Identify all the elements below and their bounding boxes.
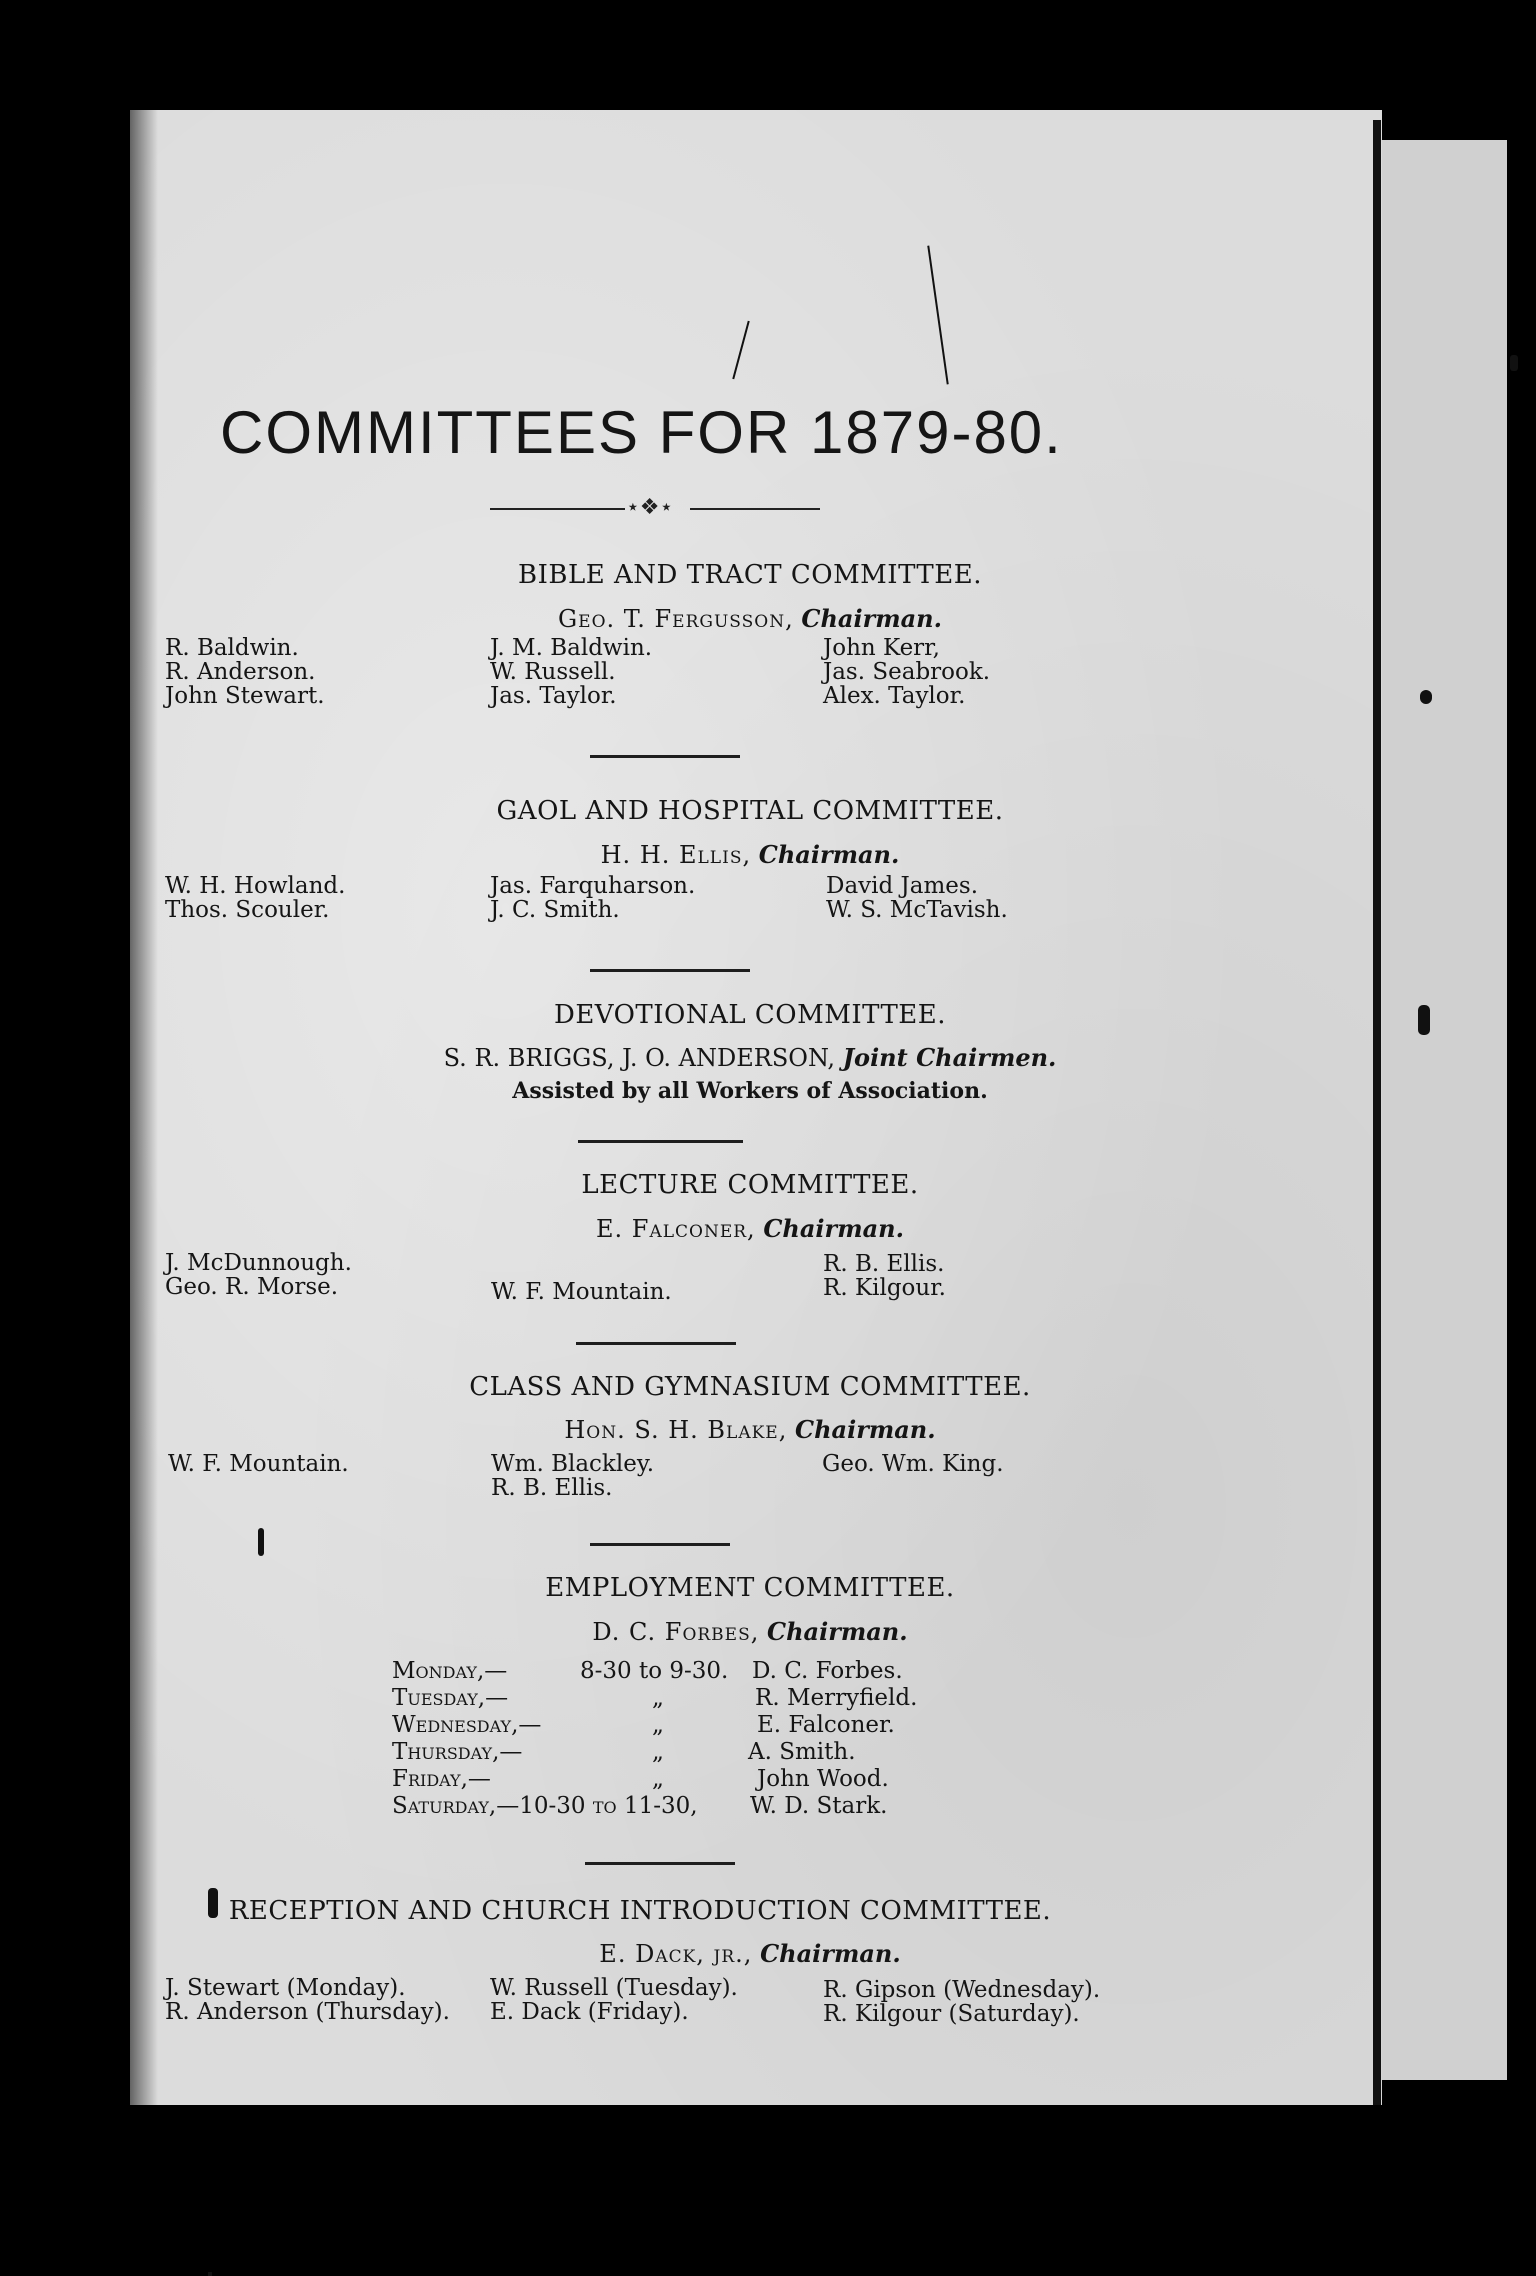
scan-blemish [208, 1888, 218, 1918]
schedule-day: Thursday,— [392, 1739, 523, 1765]
member-name: Wm. Blackley. [491, 1451, 655, 1477]
member-name: Geo. R. Morse. [165, 1274, 339, 1300]
committee-heading: LECTURE COMMITTEE. [581, 1170, 919, 1200]
scan-blemish [1510, 355, 1518, 371]
schedule-time: „ [652, 1712, 664, 1738]
committee-chairman [130, 1415, 1370, 1444]
member-name: W. F. Mountain. [491, 1279, 672, 1305]
member-name: Jas. Farquharson. [490, 873, 696, 899]
schedule-day: Saturday,—10-30 to 11-30, [392, 1793, 698, 1819]
member-name: J. M. Baldwin. [490, 635, 653, 661]
section-divider [590, 1543, 730, 1546]
committee-chairman [130, 840, 1370, 869]
chairman-name: S. R. BRIGGS, J. O. ANDERSON, [443, 1044, 836, 1072]
member-column [168, 1452, 349, 1476]
scan-blemish [1420, 690, 1432, 704]
member-column [165, 636, 325, 708]
committee-chairman [130, 1214, 1370, 1243]
member-name: W. S. McTavish. [826, 897, 1008, 923]
schedule-time: 8-30 to 9-30. [580, 1658, 729, 1684]
schedule-time: „ [652, 1685, 664, 1711]
member-column [490, 874, 695, 922]
member-column [165, 1251, 352, 1299]
member-column [823, 636, 990, 708]
member-name: David James. [826, 873, 979, 899]
schedule-name: W. D. Stark. [750, 1793, 888, 1819]
scan-blemish [1418, 1005, 1430, 1035]
schedule-name: R. Merryfield. [755, 1685, 918, 1711]
committee-heading: EMPLOYMENT COMMITTEE. [545, 1573, 955, 1603]
member-name: John Stewart. [165, 683, 325, 709]
scan-blemish [208, 2272, 212, 2276]
committee-chairman [130, 1617, 1370, 1646]
member-column [823, 1252, 946, 1300]
committee-note: Assisted by all Workers of Association. [512, 1078, 988, 1104]
schedule-name: D. C. Forbes. [752, 1658, 903, 1684]
member-name: W. F. Mountain. [168, 1451, 349, 1477]
schedule-name: E. Falconer. [757, 1712, 895, 1738]
member-name: John Kerr, [823, 635, 940, 661]
member-name: Geo. Wm. King. [822, 1451, 1004, 1477]
member-name: W. H. Howland. [165, 873, 346, 899]
chairman-name: E. Dack, jr., [599, 1940, 753, 1968]
member-column [491, 1280, 672, 1304]
committee-heading: RECEPTION AND CHURCH INTRODUCTION COMMITTEE. [228, 1896, 1052, 1926]
member-name: J. Stewart (Monday). [165, 1975, 406, 2001]
committee-heading: GAOL AND HOSPITAL COMMITTEE. [496, 796, 1004, 826]
chairman-role: Chairman. [795, 1415, 936, 1444]
schedule-time: „ [652, 1739, 664, 1765]
member-name: R. Anderson (Thursday). [165, 1999, 450, 2025]
committee-chairman [130, 604, 1370, 633]
member-name: Jas. Taylor. [490, 683, 617, 709]
member-column [822, 1452, 1004, 1476]
chairman-role: Chairman. [801, 604, 942, 633]
member-name: R. Baldwin. [165, 635, 299, 661]
scan-blemish [258, 1528, 264, 1556]
schedule-name: John Wood. [757, 1766, 889, 1792]
member-name: Jas. Seabrook. [823, 659, 991, 685]
member-name: R. B. Ellis. [823, 1251, 945, 1277]
schedule-time: „ [652, 1766, 664, 1792]
member-name: W. Russell. [490, 659, 616, 685]
page-gutter [1373, 120, 1381, 2105]
chairman-role: Joint Chairmen. [842, 1043, 1057, 1072]
chairman-name: D. C. Forbes, [592, 1618, 760, 1646]
committee-heading: CLASS AND GYMNASIUM COMMITTEE. [469, 1372, 1031, 1402]
schedule-day: Monday,— [392, 1658, 508, 1684]
adjacent-page [1382, 140, 1507, 2080]
schedule-day: Wednesday,— [392, 1712, 542, 1738]
chairman-name: Geo. T. Fergusson, [558, 605, 794, 633]
page-title: COMMITTEES FOR 1879-80. [220, 399, 1063, 466]
member-name: R. Kilgour (Saturday). [823, 2001, 1080, 2027]
section-divider [576, 1342, 736, 1345]
title-ornament-right [690, 508, 820, 510]
section-divider [578, 1140, 743, 1143]
member-name: Thos. Scouler. [165, 897, 330, 923]
member-column [826, 874, 1008, 922]
ornament-icon: ⋆❖⋆ [626, 495, 674, 520]
chairman-role: Chairman. [767, 1617, 908, 1646]
chairman-name: H. H. Ellis, [600, 841, 752, 869]
chairman-role: Chairman. [763, 1214, 904, 1243]
section-divider [585, 1862, 735, 1865]
member-column [823, 1978, 1100, 2026]
committee-heading: BIBLE AND TRACT COMMITTEE. [518, 560, 982, 590]
member-name: E. Dack (Friday). [490, 1999, 689, 2025]
title-ornament-left [490, 508, 625, 510]
section-divider [590, 755, 740, 758]
member-name: R. B. Ellis. [491, 1475, 613, 1501]
member-name: R. Kilgour. [823, 1275, 946, 1301]
chairman-name: E. Falconer, [596, 1215, 756, 1243]
member-name: R. Gipson (Wednesday). [823, 1977, 1101, 2003]
member-column [491, 1452, 654, 1500]
schedule-name: A. Smith. [748, 1739, 856, 1765]
member-name: J. McDunnough. [165, 1250, 352, 1276]
section-divider [590, 969, 750, 972]
chairman-name: Hon. S. H. Blake, [564, 1416, 788, 1444]
member-name: R. Anderson. [165, 659, 316, 685]
member-name: J. C. Smith. [490, 897, 620, 923]
page-edge-shadow [130, 110, 158, 2105]
chairman-role: Chairman. [760, 1939, 901, 1968]
member-column [490, 1976, 738, 2024]
member-column [165, 1976, 450, 2024]
chairman-role: Chairman. [758, 840, 900, 869]
committee-chairman [130, 1939, 1370, 1968]
schedule-day: Friday,— [392, 1766, 491, 1792]
member-name: W. Russell (Tuesday). [490, 1975, 738, 2001]
committee-chairman [130, 1043, 1370, 1072]
member-column [165, 874, 345, 922]
schedule-day: Tuesday,— [392, 1685, 509, 1711]
committee-heading: DEVOTIONAL COMMITTEE. [553, 1000, 947, 1030]
member-name: Alex. Taylor. [823, 683, 966, 709]
member-column [490, 636, 652, 708]
